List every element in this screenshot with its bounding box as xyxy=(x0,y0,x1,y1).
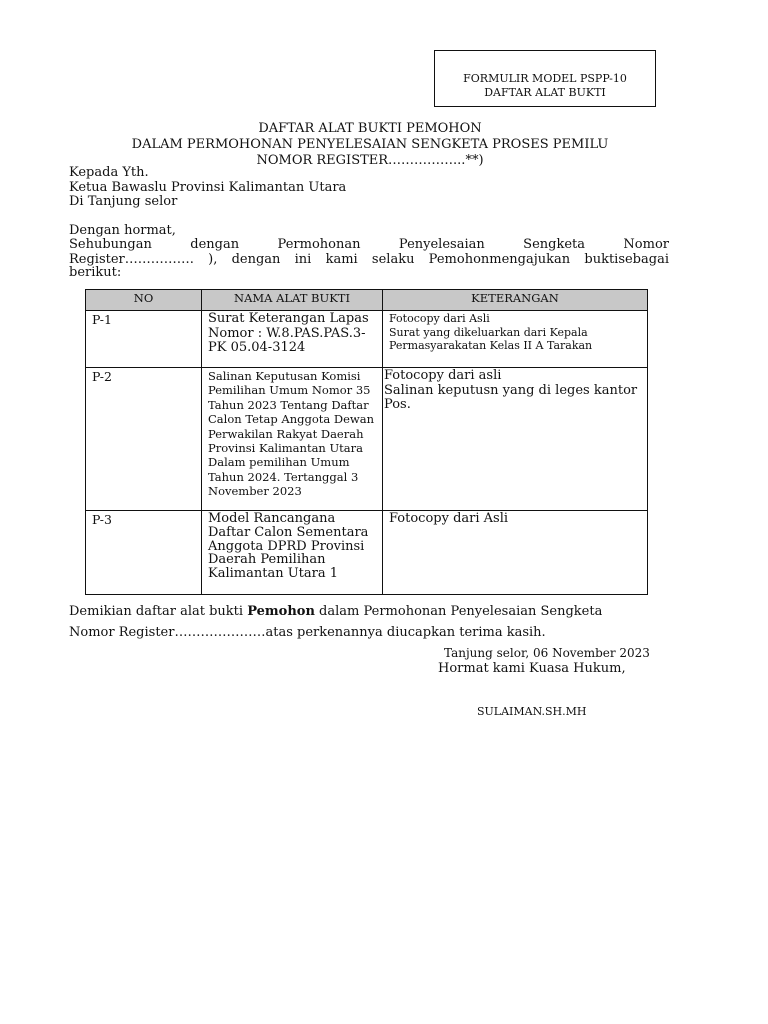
intro-paragraph-line-1: Sehubungan dengan Permohonan Penyelesaian Sengketa Nomor xyxy=(69,237,669,252)
evidence-number: P-1 xyxy=(86,311,202,368)
description-line: Salinan keputusn yang di leges kantor Pos. xyxy=(384,382,638,412)
header-no: NO xyxy=(86,290,202,311)
closing-line-2: Nomor Register…………………atas perkenannya diucapkan terima kasih. xyxy=(69,625,546,640)
regards: Hormat kami Kuasa Hukum, xyxy=(438,661,626,676)
description-line: Fotocopy dari Asli xyxy=(389,511,509,526)
evidence-name: Surat Keterangan Lapas Nomor : W.8.PAS.PAS.3-PK 05.04-3124 xyxy=(202,311,383,368)
intro-paragraph-line-3: berikut: xyxy=(69,265,122,280)
table-header-row xyxy=(86,290,648,311)
form-model-code: FORMULIR MODEL PSPP-10 xyxy=(463,72,627,85)
closing-text-bold: Pemohon xyxy=(247,604,315,619)
evidence-number: P-2 xyxy=(86,368,202,511)
form-model-box xyxy=(434,50,656,107)
address-location: Di Tanjung selor xyxy=(69,194,178,209)
signing-date: Tanjung selor, 06 November 2023 xyxy=(444,646,650,660)
intro-paragraph-line-2: Register……………. ), dengan ini kami selaku Pemohonmengajukan buktisebagai xyxy=(69,252,669,267)
register-number: NOMOR REGISTER……………...**) xyxy=(256,153,484,168)
greeting: Dengan hormat, xyxy=(69,223,176,238)
evidence-number: P-3 xyxy=(86,511,202,595)
evidence-description xyxy=(383,511,648,595)
closing-text-pre: Demikian daftar alat bukti xyxy=(69,604,248,619)
form-model-title: DAFTAR ALAT BUKTI xyxy=(484,86,606,99)
description-line: Surat yang dikeluarkan dari Kepala Permasyarakatan Kelas II A Tarakan xyxy=(389,325,593,352)
address-recipient: Ketua Bawaslu Provinsi Kalimantan Utara xyxy=(69,180,347,195)
evidence-description xyxy=(383,311,648,368)
description-line: Fotocopy dari asli xyxy=(384,368,502,383)
address-to: Kepada Yth. xyxy=(69,165,149,180)
table-row xyxy=(86,368,648,511)
evidence-table xyxy=(85,289,648,595)
document-title: DAFTAR ALAT BUKTI PEMOHON xyxy=(258,121,482,136)
evidence-name: Salinan Keputusan Komisi Pemilihan Umum Nomor 35 Tahun 2023 Tentang Daftar Calon Tetap Anggota Dewan Perwakilan Rakyat Daerah Provinsi Kalimantan Utara Dalam pemilihan Umum Tahun 2024. Tertanggal 3 November 2023 xyxy=(202,368,383,511)
evidence-name: Model Rancangana Daftar Calon Sementara Anggota DPRD Provinsi Daerah Pemilihan Kalimantan Utara 1 xyxy=(202,511,383,595)
description-line: Fotocopy dari Asli xyxy=(389,312,490,325)
evidence-description xyxy=(383,368,648,511)
signatory-name: SULAIMAN.SH.MH xyxy=(477,705,587,718)
document-subtitle: DALAM PERMOHONAN PENYELESAIAN SENGKETA PROSES PEMILU xyxy=(131,137,609,152)
table-row xyxy=(86,511,648,595)
header-description: KETERANGAN xyxy=(383,290,648,311)
header-evidence-name: NAMA ALAT BUKTI xyxy=(202,290,383,311)
table-row xyxy=(86,311,648,368)
closing-line-1 xyxy=(69,604,602,619)
closing-text-post: dalam Permohonan Penyelesaian Sengketa xyxy=(314,604,603,619)
